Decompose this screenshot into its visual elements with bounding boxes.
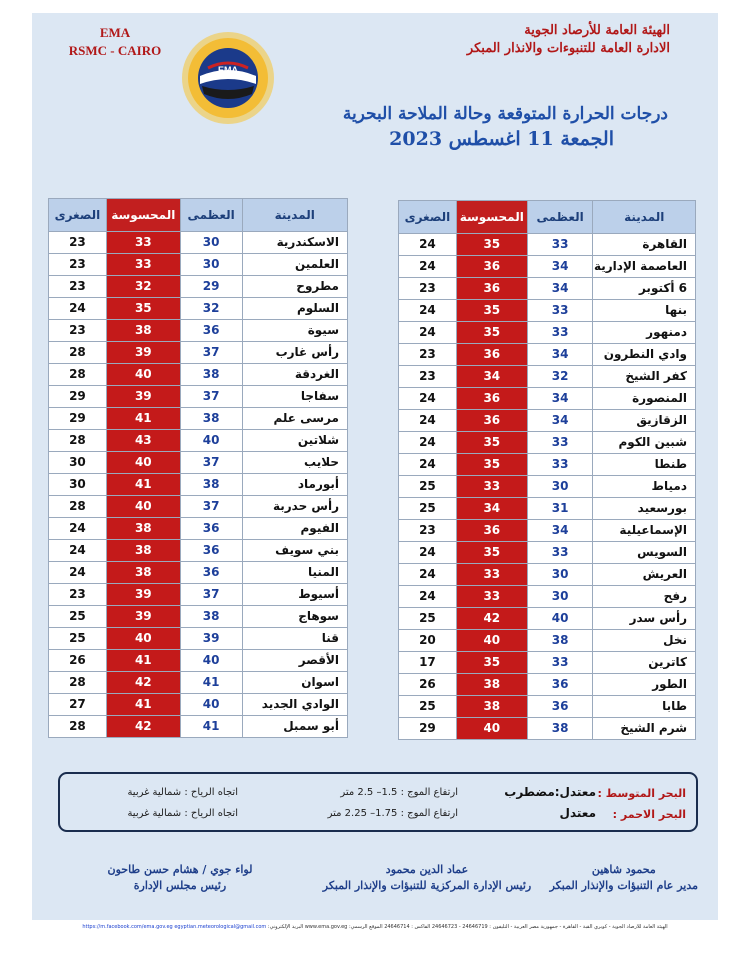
max-temp: 29 bbox=[180, 276, 242, 298]
feels-like-temp: 34 bbox=[456, 498, 527, 520]
feels-like-temp: 35 bbox=[456, 300, 527, 322]
min-temp: 23 bbox=[49, 584, 107, 606]
signatory-name: عماد الدين محمود bbox=[385, 863, 469, 876]
min-temp: 28 bbox=[49, 342, 107, 364]
feels-like-temp: 40 bbox=[456, 630, 527, 652]
city-name: السلوم bbox=[242, 298, 347, 320]
city-name: مطروح bbox=[242, 276, 347, 298]
city-name: كاترين bbox=[593, 652, 696, 674]
table-row bbox=[49, 694, 348, 716]
feels-like-temp: 42 bbox=[106, 716, 180, 738]
table-row bbox=[399, 256, 696, 278]
table-row bbox=[49, 408, 348, 430]
feels-like-temp: 35 bbox=[106, 298, 180, 320]
max-temp: 34 bbox=[527, 256, 593, 278]
max-temp: 40 bbox=[180, 694, 242, 716]
min-temp: 24 bbox=[399, 300, 457, 322]
signatory-name: لواء جوي / هشام حسن طاحون bbox=[107, 863, 253, 876]
min-temp: 28 bbox=[49, 364, 107, 386]
ema-english-header bbox=[60, 24, 170, 60]
city-column-header: المدينة bbox=[242, 199, 347, 232]
city-name: نخل bbox=[593, 630, 696, 652]
max-temp: 37 bbox=[180, 342, 242, 364]
city-name: رفح bbox=[593, 586, 696, 608]
max-temp: 36 bbox=[180, 562, 242, 584]
feels-like-temp: 41 bbox=[106, 408, 180, 430]
max-temp: 31 bbox=[527, 498, 593, 520]
city-name: سفاجا bbox=[242, 386, 347, 408]
feels-like-temp: 35 bbox=[456, 454, 527, 476]
max-temp: 41 bbox=[180, 716, 242, 738]
min-temp: 25 bbox=[399, 498, 457, 520]
max-temp: 37 bbox=[180, 496, 242, 518]
feels-like-temp: 32 bbox=[106, 276, 180, 298]
max-temp: 36 bbox=[180, 518, 242, 540]
city-name: حلايب bbox=[242, 452, 347, 474]
table-row bbox=[399, 564, 696, 586]
max-temp: 34 bbox=[527, 278, 593, 300]
min-temp: 24 bbox=[399, 432, 457, 454]
max-temp: 33 bbox=[527, 432, 593, 454]
table-row bbox=[399, 498, 696, 520]
city-name: بورسعيد bbox=[593, 498, 696, 520]
min-temp: 23 bbox=[399, 278, 457, 300]
feels-like-temp: 39 bbox=[106, 584, 180, 606]
table-row bbox=[49, 364, 348, 386]
feels-like-temp: 43 bbox=[106, 430, 180, 452]
city-name: سيوة bbox=[242, 320, 347, 342]
min-temp: 20 bbox=[399, 630, 457, 652]
mediterranean-state: معتدل:مضطرب bbox=[504, 785, 596, 799]
table-row bbox=[399, 454, 696, 476]
city-name: الغردقة bbox=[242, 364, 347, 386]
max-temp: 37 bbox=[180, 584, 242, 606]
footer-address: الهيئة العامة للأرصاد الجوية - كوبري القبة - القاهرة - جمهورية مصر العربية - التليفون : 24646719 - 24646723 الفاكس : 24646714 الموقع الرسمي: www.ema.gov.eg البريد الإلكتروني: bbox=[266, 924, 668, 930]
city-name: 6 أكتوبر bbox=[593, 278, 696, 300]
city-name: الفيوم bbox=[242, 518, 347, 540]
min-temp: 25 bbox=[399, 476, 457, 498]
min-temp: 24 bbox=[399, 388, 457, 410]
feels-like-temp: 38 bbox=[106, 540, 180, 562]
feels-like-temp: 38 bbox=[106, 320, 180, 342]
city-name: اسوان bbox=[242, 672, 347, 694]
min-temp: 28 bbox=[49, 496, 107, 518]
city-name: العريش bbox=[593, 564, 696, 586]
org-department: الادارة العامة للتنبوءات والانذار المبكر bbox=[466, 41, 670, 56]
max-temp: 34 bbox=[527, 410, 593, 432]
signature-block bbox=[292, 862, 562, 894]
feels-like-temp: 33 bbox=[106, 254, 180, 276]
min-temp: 24 bbox=[399, 586, 457, 608]
max-column-header: العظمى bbox=[527, 201, 593, 234]
min-temp: 23 bbox=[49, 254, 107, 276]
min-temp: 25 bbox=[49, 606, 107, 628]
min-temp: 25 bbox=[399, 696, 457, 718]
table-row bbox=[49, 430, 348, 452]
feels-like-temp: 41 bbox=[106, 694, 180, 716]
red-sea-waves: ارتفاع الموج : 1.75– 2.25 متر bbox=[327, 808, 458, 819]
mediterranean-wind: اتجاه الرياح : شمالية غربية bbox=[127, 787, 238, 798]
logo-text: EMA bbox=[218, 65, 238, 75]
table-row bbox=[399, 674, 696, 696]
min-temp: 24 bbox=[399, 410, 457, 432]
max-temp: 37 bbox=[180, 386, 242, 408]
min-column-header: الصغرى bbox=[399, 201, 457, 234]
max-temp: 38 bbox=[527, 718, 593, 740]
city-name: شلاتين bbox=[242, 430, 347, 452]
feels-like-temp: 35 bbox=[456, 322, 527, 344]
city-name: السويس bbox=[593, 542, 696, 564]
organization-header bbox=[467, 22, 670, 58]
min-temp: 24 bbox=[49, 540, 107, 562]
min-column-header: الصغرى bbox=[49, 199, 107, 232]
table-row bbox=[49, 606, 348, 628]
feels-like-temp: 40 bbox=[106, 496, 180, 518]
feels-like-temp: 35 bbox=[456, 542, 527, 564]
feels-like-temp: 36 bbox=[456, 256, 527, 278]
max-temp: 40 bbox=[527, 608, 593, 630]
city-name: رأس غارب bbox=[242, 342, 347, 364]
table-row bbox=[49, 386, 348, 408]
min-temp: 27 bbox=[49, 694, 107, 716]
table-row bbox=[399, 696, 696, 718]
signatory-role: رئيس الإدارة المركزية للتنبؤات والإنذار المبكر bbox=[322, 879, 532, 892]
city-name: شرم الشيخ bbox=[593, 718, 696, 740]
table-row bbox=[49, 298, 348, 320]
city-name: الطور bbox=[593, 674, 696, 696]
max-temp: 30 bbox=[527, 476, 593, 498]
marine-conditions-box bbox=[58, 772, 698, 832]
min-temp: 23 bbox=[399, 344, 457, 366]
min-temp: 28 bbox=[49, 672, 107, 694]
city-name: الأقصر bbox=[242, 650, 347, 672]
min-temp: 26 bbox=[399, 674, 457, 696]
feels-like-temp: 36 bbox=[456, 278, 527, 300]
city-column-header: المدينة bbox=[593, 201, 696, 234]
table-row bbox=[49, 650, 348, 672]
feels-like-temp: 38 bbox=[106, 562, 180, 584]
table-row bbox=[49, 232, 348, 254]
max-temp: 34 bbox=[527, 388, 593, 410]
feels-like-temp: 42 bbox=[456, 608, 527, 630]
table-row bbox=[399, 586, 696, 608]
city-name: الاسكندرية bbox=[242, 232, 347, 254]
max-temp: 38 bbox=[180, 474, 242, 496]
table-row bbox=[399, 608, 696, 630]
feels-like-temp: 39 bbox=[106, 606, 180, 628]
ema-acronym: EMA bbox=[99, 25, 131, 40]
table-row bbox=[399, 652, 696, 674]
signatory-name: محمود شاهين bbox=[591, 863, 656, 876]
min-temp: 17 bbox=[399, 652, 457, 674]
city-name: الإسماعيلية bbox=[593, 520, 696, 542]
red-sea-wind: اتجاه الرياح : شمالية غربية bbox=[127, 808, 238, 819]
table-row bbox=[399, 542, 696, 564]
city-name: مرسى علم bbox=[242, 408, 347, 430]
max-temp: 30 bbox=[180, 254, 242, 276]
city-name: أبورماد bbox=[242, 474, 347, 496]
max-temp: 36 bbox=[180, 320, 242, 342]
max-temp: 40 bbox=[180, 430, 242, 452]
min-temp: 28 bbox=[49, 716, 107, 738]
feels-column-header: المحسوسة bbox=[106, 199, 180, 232]
feels-like-temp: 36 bbox=[456, 344, 527, 366]
city-name: كفر الشيخ bbox=[593, 366, 696, 388]
max-temp: 34 bbox=[527, 344, 593, 366]
min-temp: 23 bbox=[399, 366, 457, 388]
city-name: وادي النطرون bbox=[593, 344, 696, 366]
rsmc-label: RSMC - CAIRO bbox=[68, 43, 162, 58]
feels-like-temp: 33 bbox=[456, 586, 527, 608]
table-row bbox=[399, 718, 696, 740]
table-row bbox=[49, 320, 348, 342]
table-row bbox=[49, 474, 348, 496]
city-name: العلمين bbox=[242, 254, 347, 276]
table-row bbox=[49, 254, 348, 276]
min-temp: 29 bbox=[399, 718, 457, 740]
min-temp: 30 bbox=[49, 474, 107, 496]
feels-like-temp: 33 bbox=[456, 564, 527, 586]
table-row bbox=[399, 278, 696, 300]
feels-like-temp: 40 bbox=[106, 364, 180, 386]
feels-column-header: المحسوسة bbox=[456, 201, 527, 234]
city-name: أسيوط bbox=[242, 584, 347, 606]
table-row bbox=[399, 322, 696, 344]
feels-like-temp: 33 bbox=[106, 232, 180, 254]
table-row bbox=[49, 672, 348, 694]
feels-like-temp: 36 bbox=[456, 388, 527, 410]
min-temp: 24 bbox=[49, 562, 107, 584]
max-temp: 36 bbox=[527, 696, 593, 718]
feels-like-temp: 38 bbox=[456, 674, 527, 696]
max-temp: 41 bbox=[180, 672, 242, 694]
min-temp: 24 bbox=[49, 298, 107, 320]
max-temp: 32 bbox=[180, 298, 242, 320]
min-temp: 25 bbox=[399, 608, 457, 630]
red-sea-label: البحر الاحمر : bbox=[612, 808, 686, 821]
min-temp: 23 bbox=[49, 320, 107, 342]
forecast-date: الجمعة 11 اغسطس 2023 bbox=[389, 128, 614, 150]
signature-block bbox=[550, 862, 698, 894]
max-temp: 37 bbox=[180, 452, 242, 474]
feels-like-temp: 41 bbox=[106, 474, 180, 496]
max-temp: 38 bbox=[527, 630, 593, 652]
feels-like-temp: 33 bbox=[456, 476, 527, 498]
table-row bbox=[399, 366, 696, 388]
city-name: العاصمة الإدارية bbox=[593, 256, 696, 278]
footer-contact bbox=[40, 924, 710, 938]
feels-like-temp: 35 bbox=[456, 652, 527, 674]
feels-like-temp: 36 bbox=[456, 410, 527, 432]
table-row bbox=[49, 562, 348, 584]
feels-like-temp: 39 bbox=[106, 342, 180, 364]
table-row bbox=[399, 300, 696, 322]
min-temp: 29 bbox=[49, 386, 107, 408]
max-temp: 38 bbox=[180, 408, 242, 430]
max-temp: 36 bbox=[180, 540, 242, 562]
min-temp: 30 bbox=[49, 452, 107, 474]
page-title: درجات الحرارة المتوقعة وحالة الملاحة البحرية bbox=[342, 104, 668, 124]
min-temp: 25 bbox=[49, 628, 107, 650]
min-temp: 24 bbox=[399, 564, 457, 586]
org-name: الهيئة العامة للأرصاد الجوية bbox=[524, 23, 670, 38]
mediterranean-waves: ارتفاع الموج : 1.5– 2.5 متر bbox=[340, 787, 458, 798]
city-name: دمياط bbox=[593, 476, 696, 498]
city-name: القاهرة bbox=[593, 234, 696, 256]
city-name: طنطا bbox=[593, 454, 696, 476]
signatory-role: مدير عام التنبؤات والإنذار المبكر bbox=[549, 879, 698, 892]
city-name: رأس سدر bbox=[593, 608, 696, 630]
signatory-role: رئيس مجلس الإدارة bbox=[133, 879, 227, 892]
city-name: دمنهور bbox=[593, 322, 696, 344]
max-temp: 33 bbox=[527, 234, 593, 256]
feels-like-temp: 38 bbox=[106, 518, 180, 540]
city-name: سوهاج bbox=[242, 606, 347, 628]
max-temp: 33 bbox=[527, 652, 593, 674]
city-name: بنها bbox=[593, 300, 696, 322]
table-row bbox=[399, 520, 696, 542]
max-temp: 33 bbox=[527, 322, 593, 344]
feels-like-temp: 35 bbox=[456, 234, 527, 256]
min-temp: 29 bbox=[49, 408, 107, 430]
table-row bbox=[49, 540, 348, 562]
table-row bbox=[49, 452, 348, 474]
max-temp: 34 bbox=[527, 520, 593, 542]
table-row bbox=[399, 344, 696, 366]
max-temp: 39 bbox=[180, 628, 242, 650]
table-row bbox=[49, 518, 348, 540]
table-row bbox=[49, 716, 348, 738]
min-temp: 26 bbox=[49, 650, 107, 672]
max-temp: 36 bbox=[527, 674, 593, 696]
max-temp: 30 bbox=[527, 586, 593, 608]
max-temp: 30 bbox=[527, 564, 593, 586]
min-temp: 24 bbox=[399, 256, 457, 278]
city-name: أبو سمبل bbox=[242, 716, 347, 738]
table-row bbox=[49, 584, 348, 606]
city-name: المنصورة bbox=[593, 388, 696, 410]
city-name: شبين الكوم bbox=[593, 432, 696, 454]
feels-like-temp: 40 bbox=[106, 628, 180, 650]
table-header-row bbox=[399, 201, 696, 234]
feels-like-temp: 38 bbox=[456, 696, 527, 718]
table-row bbox=[399, 410, 696, 432]
max-temp: 33 bbox=[527, 542, 593, 564]
feels-like-temp: 34 bbox=[456, 366, 527, 388]
city-name: الزقازيق bbox=[593, 410, 696, 432]
feels-like-temp: 42 bbox=[106, 672, 180, 694]
min-temp: 28 bbox=[49, 430, 107, 452]
table-row bbox=[399, 388, 696, 410]
min-temp: 24 bbox=[399, 234, 457, 256]
table-row bbox=[49, 276, 348, 298]
min-temp: 24 bbox=[399, 542, 457, 564]
feels-like-temp: 40 bbox=[456, 718, 527, 740]
signature-block bbox=[80, 862, 280, 894]
max-temp: 38 bbox=[180, 364, 242, 386]
footer-links[interactable]: https://m.facebook.com/ema.gov.eg egyptian.meteorological@gmail.com bbox=[82, 924, 267, 930]
max-temp: 32 bbox=[527, 366, 593, 388]
table-row bbox=[399, 432, 696, 454]
table-row bbox=[399, 476, 696, 498]
min-temp: 23 bbox=[399, 520, 457, 542]
table-header-row bbox=[49, 199, 348, 232]
city-name: رأس حدربة bbox=[242, 496, 347, 518]
max-column-header: العظمى bbox=[180, 199, 242, 232]
feels-like-temp: 36 bbox=[456, 520, 527, 542]
feels-like-temp: 39 bbox=[106, 386, 180, 408]
red-sea-state: معتدل bbox=[559, 806, 596, 820]
max-temp: 30 bbox=[180, 232, 242, 254]
feels-like-temp: 41 bbox=[106, 650, 180, 672]
feels-like-temp: 35 bbox=[456, 432, 527, 454]
table-row bbox=[49, 342, 348, 364]
mediterranean-label: البحر المتوسط : bbox=[597, 787, 686, 800]
city-name: الوادي الجديد bbox=[242, 694, 347, 716]
city-name: قنا bbox=[242, 628, 347, 650]
max-temp: 33 bbox=[527, 454, 593, 476]
table-row bbox=[399, 234, 696, 256]
table-row bbox=[49, 496, 348, 518]
table-row bbox=[49, 628, 348, 650]
right-temperature-table bbox=[398, 200, 696, 740]
city-name: بني سويف bbox=[242, 540, 347, 562]
city-name: المنيا bbox=[242, 562, 347, 584]
feels-like-temp: 40 bbox=[106, 452, 180, 474]
min-temp: 23 bbox=[49, 276, 107, 298]
max-temp: 38 bbox=[180, 606, 242, 628]
max-temp: 40 bbox=[180, 650, 242, 672]
min-temp: 24 bbox=[49, 518, 107, 540]
table-row bbox=[399, 630, 696, 652]
min-temp: 24 bbox=[399, 454, 457, 476]
left-temperature-table bbox=[48, 198, 348, 738]
min-temp: 23 bbox=[49, 232, 107, 254]
max-temp: 33 bbox=[527, 300, 593, 322]
city-name: طابا bbox=[593, 696, 696, 718]
min-temp: 24 bbox=[399, 322, 457, 344]
